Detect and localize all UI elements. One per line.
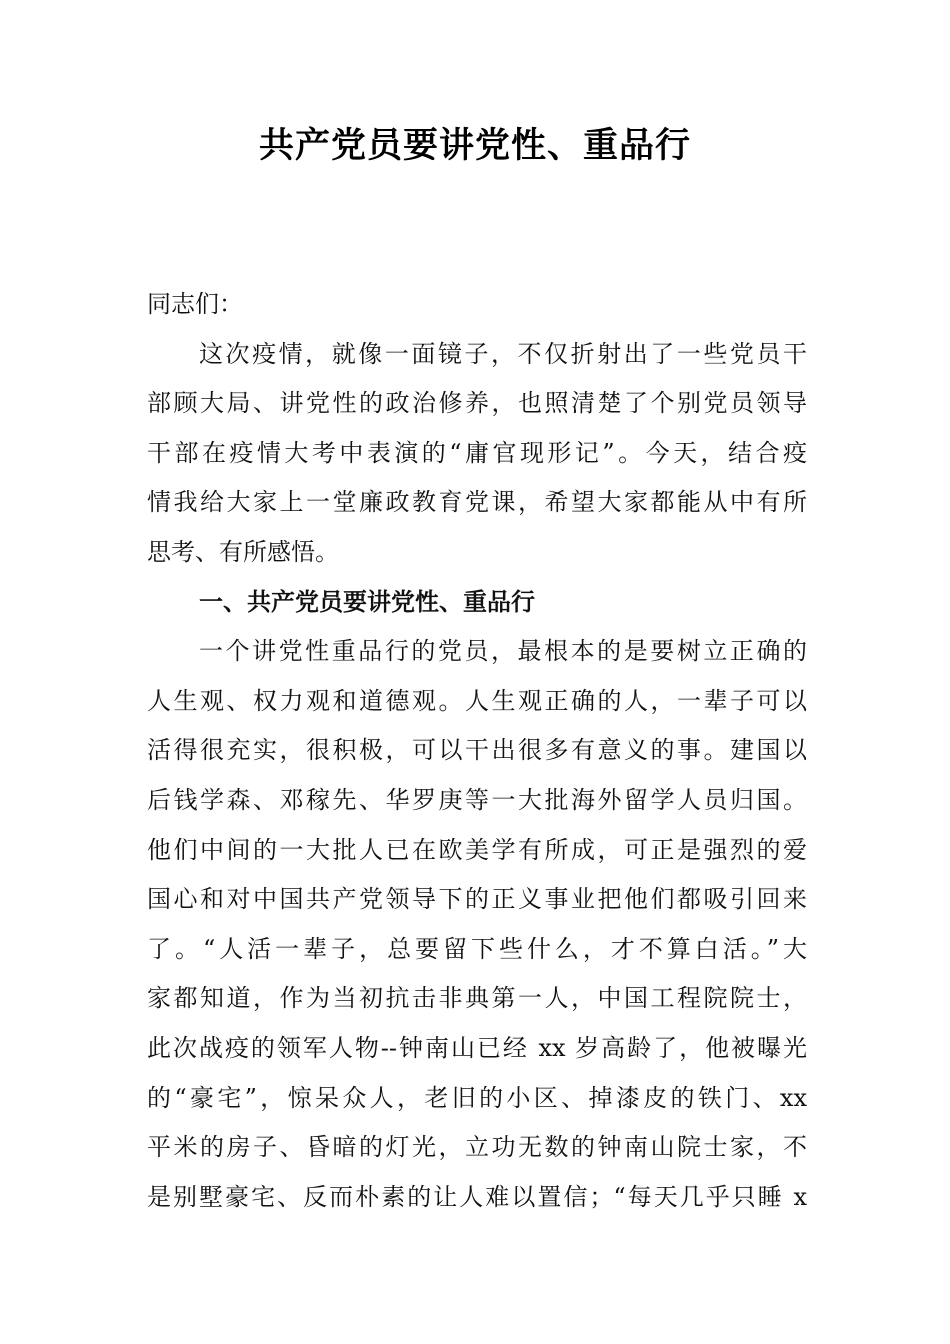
salutation-line: 同志们： bbox=[147, 290, 243, 318]
section-heading: 一、共产党员要讲党性、重品行 bbox=[199, 587, 535, 616]
paragraph-line: 家都知道，作为当初抗击非典第一人，中国工程院院士， bbox=[147, 984, 807, 1013]
paragraph-line: 情我给大家上一堂廉政教育党课，希望大家都能从中有所 bbox=[147, 488, 807, 517]
paragraph-line: 国心和对中国共产党领导下的正义事业把他们都吸引回来 bbox=[147, 885, 807, 914]
paragraph-line: 思考、有所感悟。 bbox=[147, 537, 339, 566]
paragraph-line: 人生观、权力观和道德观。人生观正确的人，一辈子可以 bbox=[147, 686, 807, 715]
paragraph-line: 一个讲党性重品行的党员，最根本的是要树立正确的 bbox=[199, 637, 807, 666]
paragraph-line: 活得很充实，很积极，可以干出很多有意义的事。建国以 bbox=[147, 736, 807, 765]
paragraph-line: 此次战疫的领军人物--钟南山已经 xx 岁高龄了，他被曝光 bbox=[147, 1033, 807, 1062]
document-title: 共产党员要讲党性、重品行 bbox=[258, 125, 691, 166]
paragraph-line: 他们中间的一大批人已在欧美学有所成，可正是强烈的爱 bbox=[147, 835, 807, 864]
paragraph-line: 的“豪宅”，惊呆众人，老旧的小区、掉漆皮的铁门、xx bbox=[147, 1083, 807, 1112]
paragraph-line: 了。“人活一辈子，总要留下些什么，才不算白活。”大 bbox=[147, 934, 807, 963]
paragraph-line: 平米的房子、昏暗的灯光，立功无数的钟南山院士家，不 bbox=[147, 1133, 807, 1162]
paragraph-line: 后钱学森、邓稼先、华罗庚等一大批海外留学人员归国。 bbox=[147, 785, 807, 814]
paragraph-line: 是别墅豪宅、反而朴素的让人难以置信；“每天几乎只睡 x bbox=[147, 1182, 807, 1211]
paragraph-line: 干部在疫情大考中表演的“庸官现形记”。今天，结合疫 bbox=[147, 438, 807, 467]
paragraph-line: 部顾大局、讲党性的政治修养，也照清楚了个别党员领导 bbox=[147, 389, 807, 418]
paragraph-line: 这次疫情，就像一面镜子，不仅折射出了一些党员干 bbox=[199, 339, 807, 368]
document-body bbox=[147, 280, 807, 1222]
